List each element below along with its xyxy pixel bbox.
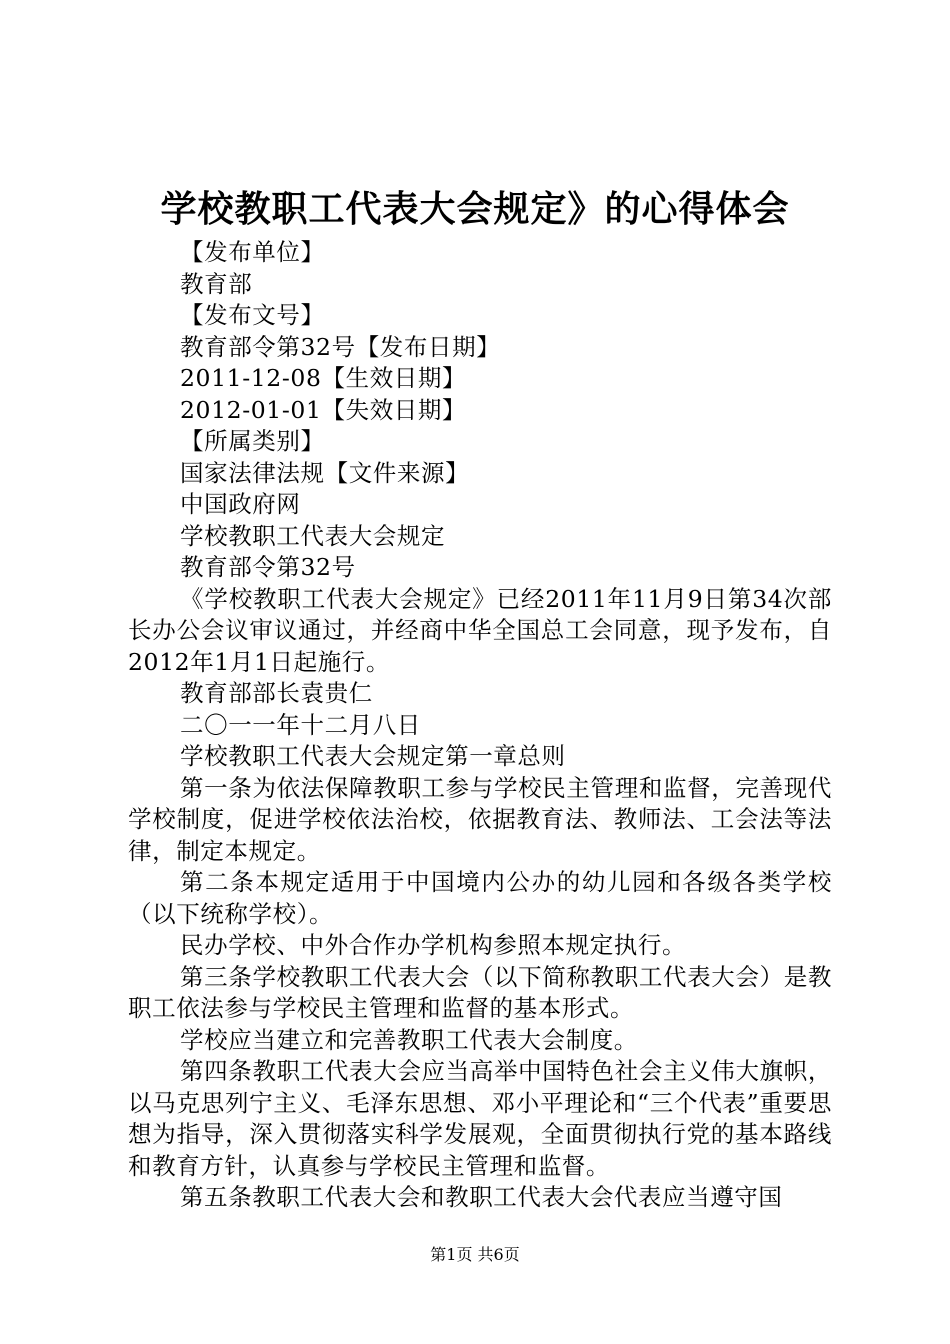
body-line: 教育部令第32号【发布日期】 xyxy=(180,332,501,361)
document-title: 学校教职工代表大会规定》的心得体会 xyxy=(160,188,790,230)
body-line: 教育部 xyxy=(180,269,253,298)
body-paragraph: 《学校教职工代表大会规定》已经2011年11月9日第34次部长办公会议审议通过，并经商中华全国总工会同意，现予发布，自2012年1月1日起施行。 xyxy=(128,584,832,676)
body-paragraph: 第二条本规定适用于中国境内公办的幼儿园和各级各类学校（以下统称学校）。 xyxy=(128,868,832,928)
chapter-heading: 学校教职工代表大会规定第一章总则 xyxy=(180,742,566,770)
document-body xyxy=(128,237,832,1214)
body-line: 二〇一一年十二月八日 xyxy=(180,710,421,739)
body-line: 教育部令第32号 xyxy=(180,553,356,581)
body-line: 2011-12-08【生效日期】 xyxy=(180,364,467,392)
body-line: 民办学校、中外合作办学机构参照本规定执行。 xyxy=(180,931,687,959)
body-paragraph: 第一条为依法保障教职工参与学校民主管理和监督，完善现代学校制度，促进学校依法治校，依据教育法、教师法、工会法等法律，制定本规定。 xyxy=(128,773,832,865)
page-footer: 第1页 共6页 xyxy=(430,1245,520,1264)
body-paragraph: 第四条教职工代表大会应当高举中国特色社会主义伟大旗帜，以马克思列宁主义、毛泽东思想、邓小平理论和“三个代表”重要思想为指导，深入贯彻落实科学发展观，全面贯彻执行党的基本路线和教育方针，认真参与学校民主管理和监督。 xyxy=(128,1057,832,1180)
body-paragraph: 第五条教职工代表大会和教职工代表大会代表应当遵守国 xyxy=(180,1183,783,1211)
body-line: 中国政府网 xyxy=(180,490,301,518)
body-line: 【发布单位】 xyxy=(180,238,325,266)
body-line: 【发布文号】 xyxy=(180,301,325,329)
body-line: 学校应当建立和完善教职工代表大会制度。 xyxy=(180,1025,638,1054)
body-line: 2012-01-01【失效日期】 xyxy=(180,395,467,424)
body-line: 教育部部长袁贵仁 xyxy=(180,679,373,707)
body-line: 国家法律法规【文件来源】 xyxy=(180,458,470,487)
body-line: 学校教职工代表大会规定 xyxy=(180,521,446,550)
body-paragraph: 第三条学校教职工代表大会（以下简称教职工代表大会）是教职工依法参与学校民主管理和监督的基本形式。 xyxy=(128,962,832,1022)
body-line: 【所属类别】 xyxy=(180,427,325,455)
